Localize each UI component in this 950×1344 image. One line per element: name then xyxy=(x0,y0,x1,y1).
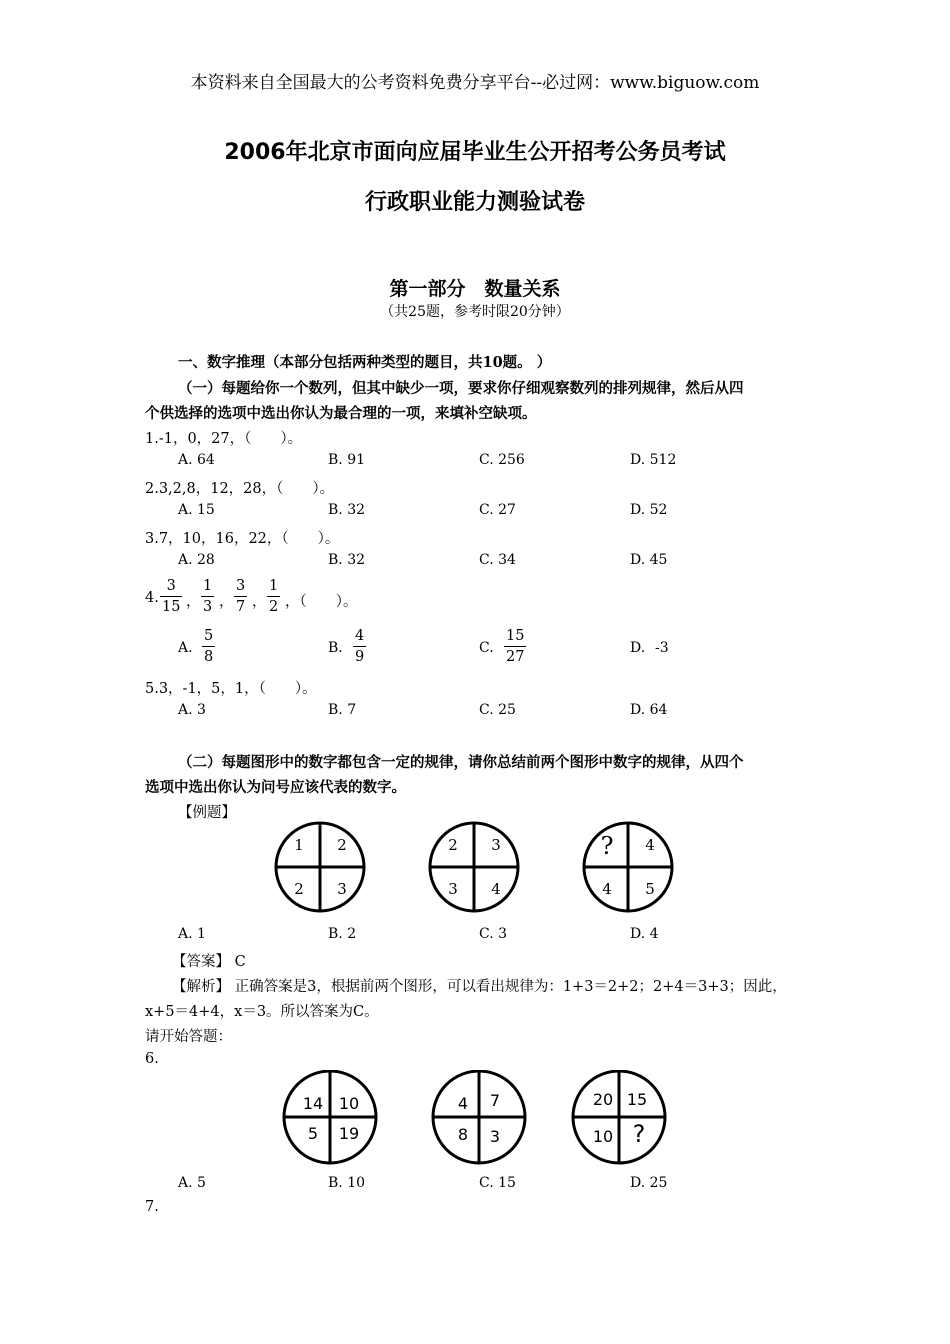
q6-circle-1-bottom-right: 19 xyxy=(338,1124,360,1143)
q2-option-b: B. 32 xyxy=(328,502,366,518)
example-circle-2-top-right: 3 xyxy=(491,836,501,854)
q6-circle-3-question-mark: ? xyxy=(632,1120,646,1148)
q6-option-a: A. 5 xyxy=(178,1175,206,1191)
example-circle-1-top-left: 1 xyxy=(294,836,304,854)
q1-option-b: B. 91 xyxy=(328,452,366,468)
q6-circle-3-bottom-left: 10 xyxy=(592,1127,614,1146)
part1a-instruction-line1: （一）每题给你一个数列，但其中缺少一项，要求你仔细观察数列的排列规律，然后从四 xyxy=(178,380,744,397)
q4-separator-2: ， xyxy=(219,594,234,610)
page-header: 本资料来自全国最大的公考资料免费分享平台--必过网：www.biguow.com xyxy=(190,73,760,93)
q4-option-a-numerator: 5 xyxy=(204,628,214,644)
q4-separator-3: ， xyxy=(252,594,267,610)
q4-number: 4. xyxy=(145,590,159,606)
q4-fraction-2-numerator: 1 xyxy=(203,578,213,594)
example-answer: 【答案】 C xyxy=(172,954,246,970)
q3-option-a: A. 28 xyxy=(178,552,215,568)
q5-option-c: C. 25 xyxy=(479,702,516,718)
q4-fraction-3 xyxy=(234,576,247,617)
q4-fraction-1-denominator: 15 xyxy=(162,599,181,615)
start-prompt: 请开始答题： xyxy=(145,1029,232,1045)
q5-stem: 5.3，-1，5，1，（ ）。 xyxy=(145,681,317,697)
example-circle-2-top-left: 2 xyxy=(448,836,458,854)
q4-separator-1: ， xyxy=(186,594,201,610)
q6-circle-1-top-right: 10 xyxy=(338,1094,360,1113)
q4-fraction-4-numerator: 1 xyxy=(269,578,279,594)
q6-circle-2-bottom-left: 8 xyxy=(457,1125,469,1144)
q6-circle-1-bottom-left: 5 xyxy=(307,1124,319,1143)
example-figures xyxy=(270,820,680,916)
example-label: 【例题】 xyxy=(178,805,236,821)
q1-option-c: C. 256 xyxy=(479,452,525,468)
q6-circle-2 xyxy=(433,1071,525,1163)
q4-fraction-1 xyxy=(160,576,182,617)
example-circle-3-question-mark: ? xyxy=(600,832,614,860)
example-option-d: D. 4 xyxy=(630,926,659,942)
q6-circle-2-bottom-right: 3 xyxy=(489,1127,501,1146)
document-title: 2006年北京市面向应届毕业生公开招考公务员考试 xyxy=(224,140,726,165)
q4-fraction-4-denominator: 2 xyxy=(269,599,279,615)
q2-option-a: A. 15 xyxy=(178,502,215,518)
q4-option-c-numerator: 15 xyxy=(506,628,525,644)
example-circle-1-bottom-left: 2 xyxy=(294,880,304,898)
example-option-c: C. 3 xyxy=(479,926,508,942)
q4-option-c-label: C. xyxy=(479,640,494,656)
q4-option-a-fraction xyxy=(202,626,215,667)
q6-figures xyxy=(275,1070,675,1168)
part1b-instruction-line1: （二）每题图形中的数字都包含一定的规律，请你总结前两个图形中数字的规律，从四个 xyxy=(178,754,744,771)
q4-fraction-3-denominator: 7 xyxy=(236,599,246,615)
document-subtitle: 行政职业能力测验试卷 xyxy=(364,190,585,215)
q6-option-d: D. 25 xyxy=(630,1175,668,1191)
q5-option-a: A. 3 xyxy=(178,702,206,718)
q2-stem: 2.3,2,8，12，28，（ ）。 xyxy=(145,481,335,497)
q4-fraction-1-numerator: 3 xyxy=(166,578,176,594)
q6-circle-2-top-left: 4 xyxy=(457,1094,469,1113)
section-title: 第一部分 数量关系 xyxy=(389,278,561,300)
q6-circle-1 xyxy=(284,1071,376,1163)
example-circle-3-bottom-right: 5 xyxy=(645,880,655,898)
q4-fraction-2-denominator: 3 xyxy=(203,599,213,615)
example-circle-1-bottom-right: 3 xyxy=(337,880,347,898)
q4-option-d-label: D. xyxy=(630,640,646,656)
q3-stem: 3.7，10，16，22，（ ）。 xyxy=(145,531,340,547)
q4-option-a-denominator: 8 xyxy=(204,649,214,665)
q6-circle-3 xyxy=(573,1071,665,1163)
part1-heading: 一、数字推理（本部分包括两种类型的题目，共10题。 ） xyxy=(178,354,552,371)
q4-option-c-fraction xyxy=(504,626,526,667)
q4-option-d-value: -3 xyxy=(655,640,669,656)
section-subtitle: （共25题，参考时限20分钟） xyxy=(380,304,570,320)
q4-option-b-denominator: 9 xyxy=(355,649,365,665)
example-circle-1 xyxy=(276,823,364,911)
q1-stem: 1.-1，0，27，（ ）。 xyxy=(145,431,303,447)
q6-option-c: C. 15 xyxy=(479,1175,516,1191)
part1b-instruction-line2: 选项中选出你认为问号应该代表的数字。 xyxy=(145,779,406,796)
q4-option-b-label: B. xyxy=(328,640,343,656)
example-circle-2-bottom-right: 4 xyxy=(491,880,501,898)
q4-fraction-2 xyxy=(201,576,214,617)
q2-option-c: C. 27 xyxy=(479,502,516,518)
example-circle-3-top-right: 4 xyxy=(645,836,655,854)
part1a-instruction-line2: 个供选择的选项中选出你认为最合理的一项，来填补空缺项。 xyxy=(145,405,537,422)
q2-option-d: D. 52 xyxy=(630,502,668,518)
q4-option-c-denominator: 27 xyxy=(506,649,525,665)
q6-option-b: B. 10 xyxy=(328,1175,366,1191)
q4-fraction-4 xyxy=(267,576,280,617)
q4-blank: ，（ ）。 xyxy=(285,594,358,610)
q4-fraction-3-numerator: 3 xyxy=(236,578,246,594)
q7-number: 7. xyxy=(145,1199,159,1215)
example-circle-3-bottom-left: 4 xyxy=(602,880,612,898)
q6-circle-1-top-left: 14 xyxy=(302,1094,324,1113)
example-explanation-line1: 【解析】 正确答案是3，根据前两个图形，可以看出规律为：1+3＝2+2；2+4＝3+3；因此， xyxy=(172,979,787,995)
example-circle-1-top-right: 2 xyxy=(337,836,347,854)
q5-option-d: D. 64 xyxy=(630,702,668,718)
q6-circle-2-top-right: 7 xyxy=(489,1091,501,1110)
example-circle-2-bottom-left: 3 xyxy=(448,880,458,898)
q1-option-a: A. 64 xyxy=(178,452,215,468)
q5-option-b: B. 7 xyxy=(328,702,357,718)
q6-circle-3-top-right: 15 xyxy=(626,1090,648,1109)
q6-circle-3-top-left: 20 xyxy=(592,1090,614,1109)
q3-option-c: C. 34 xyxy=(479,552,516,568)
q6-number: 6. xyxy=(145,1051,159,1067)
q4-option-b-numerator: 4 xyxy=(355,628,365,644)
q4-option-a-label: A. xyxy=(178,640,193,656)
example-circle-3 xyxy=(584,823,672,911)
q3-option-b: B. 32 xyxy=(328,552,366,568)
example-option-b: B. 2 xyxy=(328,926,357,942)
example-explanation-line2: x+5＝4+4，x＝3。所以答案为C。 xyxy=(145,1004,379,1020)
example-option-a: A. 1 xyxy=(178,926,206,942)
example-circle-2 xyxy=(430,823,518,911)
q3-option-d: D. 45 xyxy=(630,552,668,568)
q4-option-b-fraction xyxy=(353,626,366,667)
q1-option-d: D. 512 xyxy=(630,452,677,468)
